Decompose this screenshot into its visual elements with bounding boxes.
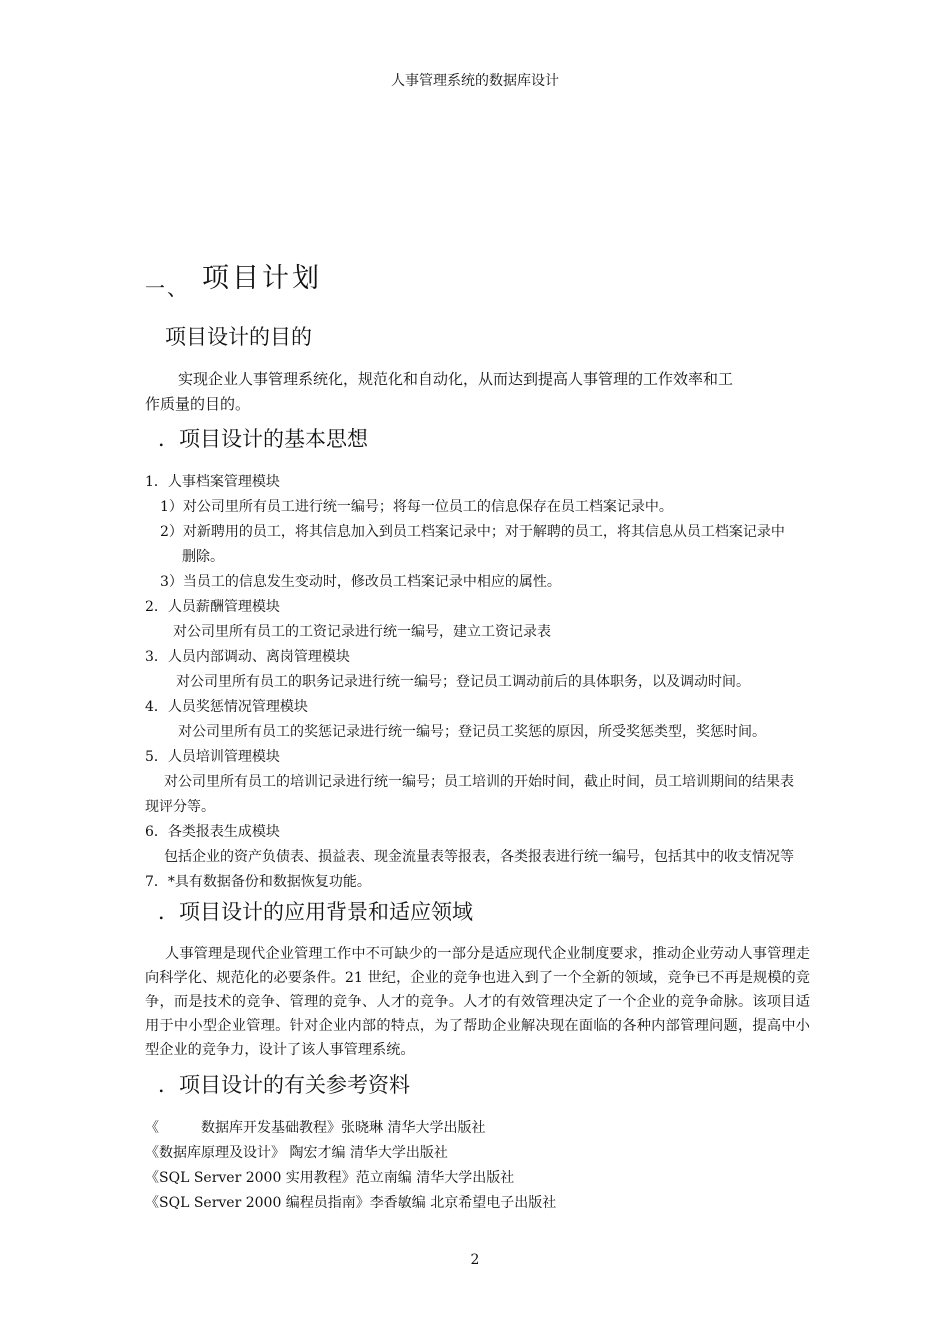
section-heading-references: ．项目设计的有关参考资料 [158, 1073, 410, 1097]
list-item: 对公司里所有员工的奖惩记录进行统一编号；登记员工奖惩的原因，所受奖惩类型，奖惩时间。 [178, 724, 766, 740]
list-item: 对公司里所有员工的职务记录进行统一编号；登记员工调动前后的具体职务，以及调动时间。 [176, 674, 750, 690]
list-item: 对公司里所有员工的培训记录进行统一编号；员工培训的开始时间，截止时间，员工培训期间的结果表 [164, 774, 794, 790]
section-heading-basic-idea: ．项目设计的基本思想 [158, 427, 368, 451]
list-item: 3．人员内部调动、离岗管理模块 [145, 649, 350, 665]
reference-item: 《数据库原理及设计》 陶宏才编 清华大学出版社 [145, 1145, 448, 1161]
page-number: 2 [470, 1252, 480, 1268]
reference-item: 《 数据库开发基础教程》张晓琳 清华大学出版社 [145, 1120, 486, 1136]
list-item: 包括企业的资产负债表、损益表、现金流量表等报表，各类报表进行统一编号，包括其中的收支情况等 [164, 849, 794, 865]
list-item: 删除。 [182, 549, 224, 565]
list-item: 3）当员工的信息发生变动时，修改员工档案记录中相应的属性。 [160, 574, 561, 590]
list-item: 6．各类报表生成模块 [145, 824, 280, 840]
list-item: 1）对公司里所有员工进行统一编号；将每一位员工的信息保存在员工档案记录中。 [160, 499, 673, 515]
list-item: 对公司里所有员工的工资记录进行统一编号，建立工资记录表 [173, 624, 551, 640]
list-item: 7．*具有数据备份和数据恢复功能。 [145, 874, 371, 890]
list-item: 4．人员奖惩情况管理模块 [145, 699, 308, 715]
reference-item: 《SQL Server 2000 编程员指南》李香敏编 北京希望电子出版社 [145, 1195, 557, 1211]
page-header: 人事管理系统的数据库设计 [391, 73, 559, 89]
background-paragraph: 人事管理是现代企业管理工作中不可缺少的一部分是适应现代企业制度要求，推动企业劳动人事管理走向科学化、规范化的必要条件。21 世纪，企业的竞争也进入到了一个全新的领域，竞争已不再是规模的竞争，而是技术的竞争、管理的竞争、人才的竞争。人才的有效管理决定了一个企业的竞争命脉。该项目适用于中小型企业管理。针对企业内部的特点，为了帮助企业解决现在面临的各种内部管理问题，提高中小型企业的竞争力，设计了该人事管理系统。 [145, 946, 810, 1058]
list-item: 现评分等。 [145, 799, 215, 815]
purpose-text-line2: 作质量的目的。 [145, 395, 251, 413]
reference-item: 《SQL Server 2000 实用教程》范立南编 清华大学出版社 [145, 1170, 515, 1186]
chapter-number: 一、 [145, 276, 189, 300]
list-item: 5．人员培训管理模块 [145, 749, 280, 765]
list-item: 2）对新聘用的员工，将其信息加入到员工档案记录中；对于解聘的员工，将其信息从员工档案记录中 [160, 524, 785, 540]
list-item: 1．人事档案管理模块 [145, 474, 280, 490]
section-heading-background: ．项目设计的应用背景和适应领域 [158, 900, 473, 924]
chapter-title: 项目计划 [202, 263, 322, 294]
purpose-text-line1: 实现企业人事管理系统化，规范化和自动化，从而达到提高人事管理的工作效率和工 [178, 370, 734, 388]
list-item: 2．人员薪酬管理模块 [145, 599, 280, 615]
section-heading-purpose: 项目设计的目的 [165, 325, 312, 349]
